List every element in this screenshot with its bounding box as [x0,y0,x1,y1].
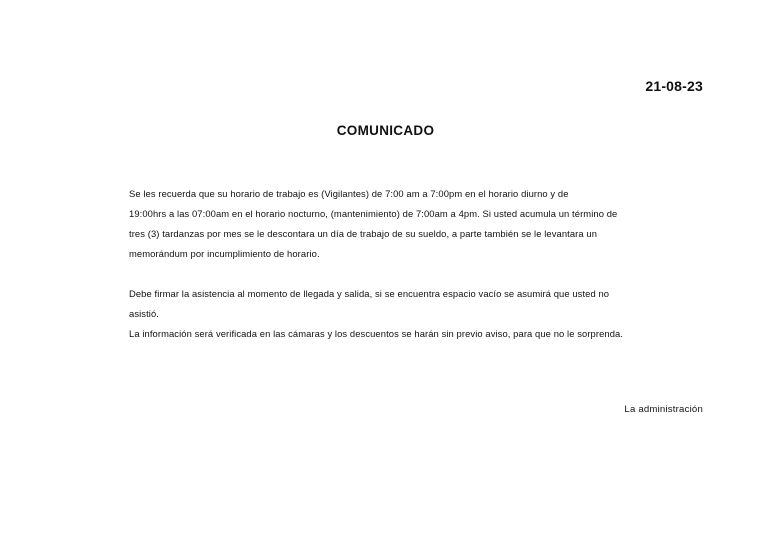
signature-line: La administración [624,404,703,415]
paragraph-line: Se les recuerda que su horario de trabajo es (Vigilantes) de 7:00 am a 7:00pm en el horario diurno y de [129,188,569,199]
paragraph-line: tres (3) tardanzas por mes se le descontara un día de trabajo de su sueldo, a parte también se le levantara un [129,228,598,239]
paragraph-line: asistió. [129,308,159,319]
paragraph-schedule [129,184,669,264]
paragraph-line: memorándum por incumplimiento de horario. [129,248,320,259]
paragraph-line: La información será verificada en las cámaras y los descuentos se harán sin previo aviso, para que no le sorprenda. [129,328,624,339]
paragraph-line: 19:00hrs a las 07:00am en el horario nocturno, (mantenimiento) de 7:00am a 4pm. Si usted acumula un término de [129,208,618,219]
document-title: COMUNICADO [336,123,435,138]
paragraph-line: Debe firmar la asistencia al momento de llegada y salida, si se encuentra espacio vacío se asumirá que usted no [129,288,610,299]
paragraph-attendance [129,284,669,344]
document-date: 21-08-23 [645,78,703,94]
